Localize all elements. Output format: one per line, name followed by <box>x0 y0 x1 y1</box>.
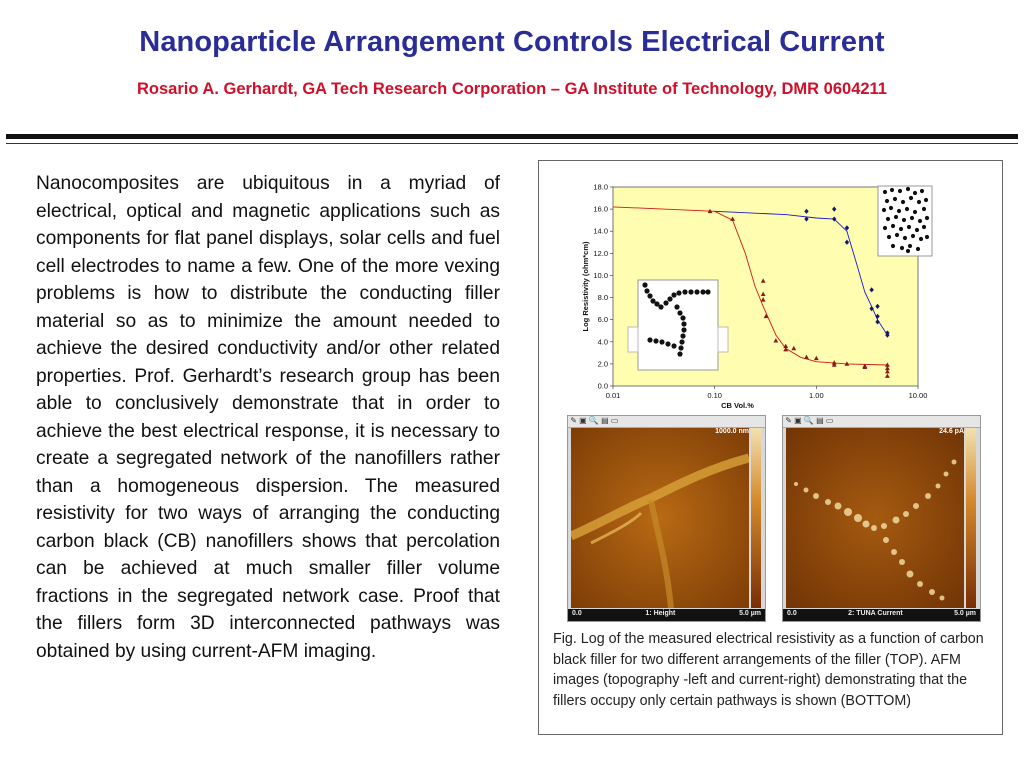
inset-network-particle <box>677 310 682 315</box>
afm-status-bar <box>783 609 980 621</box>
afm-bar-start: 0.0 <box>787 610 797 617</box>
afm-color-scale <box>751 428 761 608</box>
inset-dispersion-particle <box>906 187 910 191</box>
y-tick-label: 10.0 <box>593 270 608 280</box>
afm-bar-end: 5.0 µm <box>954 610 976 617</box>
afm-bar-channel: 1: Height <box>645 610 676 617</box>
inset-network-particle <box>647 293 652 298</box>
inset-network-particle <box>667 296 672 301</box>
afm-status-bar <box>568 609 765 621</box>
inset-network-particle <box>678 345 683 350</box>
inset-network-particle <box>671 343 676 348</box>
inset-network-particle <box>705 289 710 294</box>
inset-dispersion-particle <box>922 207 926 211</box>
body-paragraph: Nanocomposites are ubiquitous in a myriad of electrical, optical and magnetic applications such as components for flat panel displays, solar cells and fuel cell electrodes to name a few. One of the more vexing problems is how to distribute the conducting filler material so as to minimize the amount needed to achieve the desired conductivity and/or other related properties. Prof. Gerhardt’s research group has been able to conclusively demonstrate that in order to achieve the best electrical response, it is necessary to create a segregated network of the nanofillers rather than a homogeneous dispersion. The measured resistivity for two ways of arranging the conducting carbon black (CB) nanofillers shows that percolation can be achieved at much smaller filler volume fractions in the segregated network case. Proof that the fillers form 3D interconnected pathways was obtained by using current-AFM imaging. <box>36 173 500 662</box>
inset-network-particle <box>676 290 681 295</box>
inset-network-particle <box>665 341 670 346</box>
inset-dispersion-particle <box>895 233 899 237</box>
inset-network-particle <box>679 339 684 344</box>
inset-dispersion-particle <box>898 189 902 193</box>
inset-dispersion-particle <box>902 218 906 222</box>
afm-current-image <box>782 415 981 622</box>
inset-dispersion-particle <box>925 216 929 220</box>
inset-network-particle <box>680 315 685 320</box>
inset-dispersion-particle <box>907 225 911 229</box>
afm-height-image <box>567 415 766 622</box>
inset-dispersion-particle <box>905 207 909 211</box>
inset-dispersion-particle <box>887 235 891 239</box>
inset-network-particle <box>694 289 699 294</box>
afm-bar-channel: 2: TUNA Current <box>848 610 903 617</box>
inset-network-particle <box>659 339 664 344</box>
y-tick-label: 18.0 <box>593 182 608 192</box>
divider-thin <box>6 143 1018 144</box>
inset-network-particle <box>674 304 679 309</box>
inset-dispersion-particle <box>918 219 922 223</box>
afm-height-map <box>571 428 749 608</box>
inset-network-particle <box>653 338 658 343</box>
inset-dispersion-particle <box>915 228 919 232</box>
divider-thick <box>6 134 1018 139</box>
afm-bar-end: 5.0 µm <box>739 610 761 617</box>
inset-dispersion-particle <box>922 225 926 229</box>
inset-network-particle <box>688 289 693 294</box>
y-tick-label: 16.0 <box>593 204 608 214</box>
y-tick-label: 4.0 <box>597 337 608 347</box>
x-axis-label: CB Vol.% <box>721 401 754 410</box>
y-tick-label: 8.0 <box>597 293 608 303</box>
inset-network-particle <box>677 351 682 356</box>
inset-dispersion-particle <box>911 234 915 238</box>
inset-network-particle <box>681 327 686 332</box>
inset-dispersion-particle <box>910 216 914 220</box>
x-tick-label: 0.10 <box>707 391 722 400</box>
inset-dispersion-particle <box>920 189 924 193</box>
inset-dispersion-particle <box>885 199 889 203</box>
inset-dispersion-particle <box>894 215 898 219</box>
resistivity-chart <box>540 175 940 420</box>
inset-network-particle <box>671 292 676 297</box>
y-axis-label: Log Resistivity (ohm*cm) <box>581 241 590 332</box>
inset-dispersion-particle <box>897 209 901 213</box>
inset-dispersion-particle <box>924 198 928 202</box>
inset-dispersion-particle <box>913 191 917 195</box>
inset-network-particle <box>700 289 705 294</box>
x-tick-label: 10.00 <box>908 391 928 400</box>
x-tick-label: 1.00 <box>809 391 824 400</box>
afm-scale-label: 1000.0 nm <box>715 428 749 435</box>
inset-network-particle <box>682 289 687 294</box>
inset-dispersion-particle <box>883 226 887 230</box>
inset-dispersion-particle <box>917 200 921 204</box>
inset-dispersion-particle <box>899 227 903 231</box>
y-tick-label: 2.0 <box>597 359 608 369</box>
inset-network-particle <box>680 333 685 338</box>
afm-toolbar: ✎ ▣ 🔍 ▤ ▭ <box>783 416 980 428</box>
x-tick-label: 0.01 <box>605 391 621 400</box>
inset-network-particle <box>658 304 663 309</box>
inset-network-particle <box>647 337 652 342</box>
inset-dispersion-particle <box>886 217 890 221</box>
page-title: Nanoparticle Arrangement Controls Electrical Current <box>139 26 885 58</box>
inset-dispersion-particle <box>900 246 904 250</box>
y-tick-label: 12.0 <box>593 248 608 258</box>
inset-dispersion-particle <box>908 244 912 248</box>
inset-dispersion-particle <box>889 206 893 210</box>
inset-dispersion-particle <box>901 200 905 204</box>
inset-dispersion-particle <box>913 210 917 214</box>
y-tick-label: 14.0 <box>593 226 608 236</box>
inset-dispersion-particle <box>883 190 887 194</box>
inset-segregated-tab-left <box>628 327 638 352</box>
inset-segregated-tab-right <box>718 327 728 352</box>
figure-caption: Fig. Log of the measured electrical resistivity as a function of carbon black filler for two different arrangements of the filler (TOP). AFM images (topography -left and current-right) demonstrating that the fillers occupy only certain pathways is shown (BOTTOM) <box>553 631 984 709</box>
inset-dispersion-particle <box>891 244 895 248</box>
y-tick-label: 0.0 <box>597 381 608 391</box>
inset-dispersion-particle <box>906 249 910 253</box>
inset-dispersion-particle <box>925 235 929 239</box>
inset-dispersion-particle <box>882 208 886 212</box>
y-tick-label: 6.0 <box>597 315 608 325</box>
inset-network-particle <box>681 321 686 326</box>
inset-dispersion-particle <box>916 247 920 251</box>
inset-dispersion-particle <box>893 197 897 201</box>
afm-scale-label: 24.6 pA <box>939 428 964 435</box>
page-subtitle: Rosario A. Gerhardt, GA Tech Research Corporation – GA Institute of Technology, DMR 0604211 <box>137 80 887 98</box>
afm-bar-start: 0.0 <box>572 610 582 617</box>
inset-network-particle <box>644 288 649 293</box>
inset-dispersion-particle <box>909 196 913 200</box>
inset-dispersion-particle <box>903 236 907 240</box>
inset-dispersion-particle <box>919 237 923 241</box>
afm-toolbar: ✎ ▣ 🔍 ▤ ▭ <box>568 416 765 428</box>
inset-network-particle <box>642 282 647 287</box>
inset-dispersion-particle <box>891 224 895 228</box>
afm-current-map <box>786 428 964 608</box>
afm-color-scale <box>966 428 976 608</box>
inset-dispersion-particle <box>890 188 894 192</box>
inset-network-particle <box>663 300 668 305</box>
